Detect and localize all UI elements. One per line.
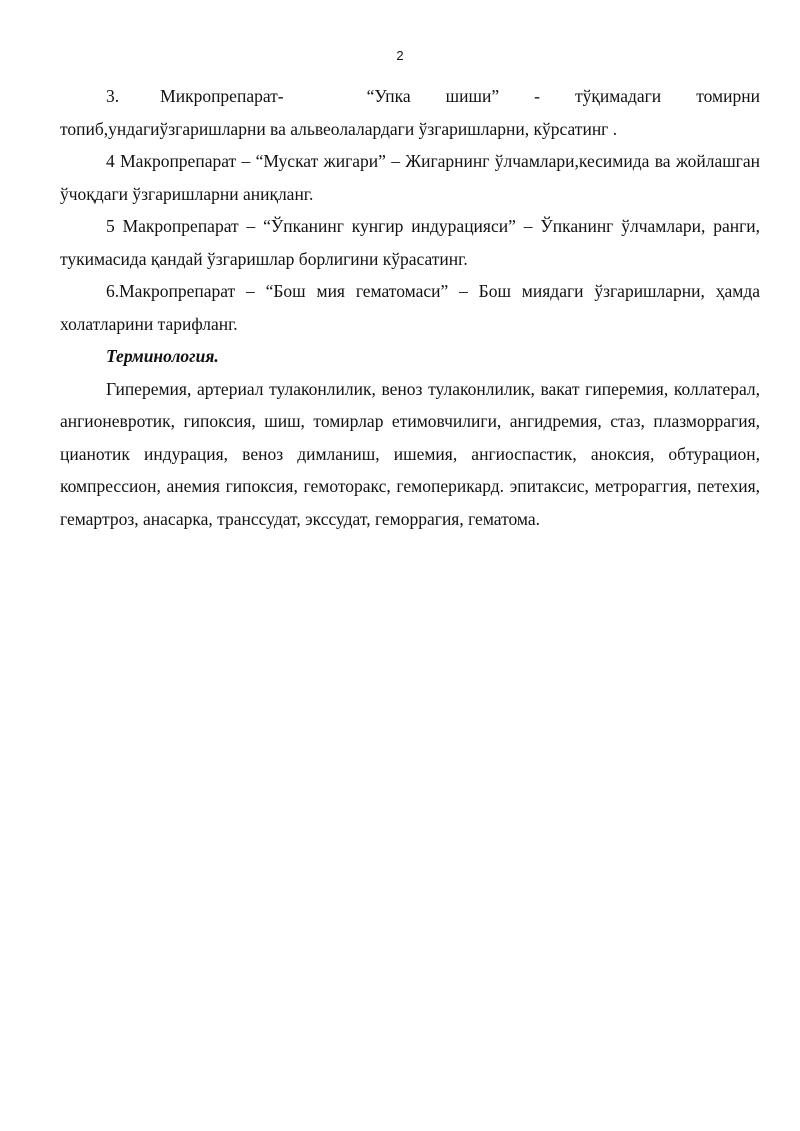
- item-3-paragraph: [60, 80, 760, 145]
- page-number: 2: [396, 48, 404, 63]
- terminology-text: Гиперемия, артериал тулаконлилик, веноз тулаконлилик, вакат гиперемия, коллатерал, ангионевротик, гипоксия, шиш, томирлар етимовчилиги, ангидремия, стаз, плазморрагия, цианотик индурация, веноз димланиш, ишемия, ангиоспастик, аноксия, обтурацион, компрессион, анемия гипоксия, гемоторакс, гемоперикард. эпитаксис, метрораггия, петехия, гемартроз, анасарка, транссудат, экссудат, геморрагия, гематома.: [60, 378, 760, 529]
- item-3-word: -: [534, 86, 540, 106]
- item-3-word: тўқимадаги: [574, 86, 662, 106]
- document-body: [60, 80, 760, 535]
- item-3-word: “Упка: [366, 86, 411, 106]
- item-3-word: Микропрепарат-: [160, 86, 284, 106]
- terminology-heading: Терминология.: [106, 346, 219, 366]
- item-4-paragraph: 4 Макропрепарат – “Мускат жигари” – Жигарнинг ўлчамлари,кесимида ва жойлашган ўчоқдаги ўзгаришларни аниқланг.: [60, 151, 760, 204]
- item-6-paragraph: 6.Макропрепарат – “Бош мия гематомаси” – Бош миядаги ўзгаришларни, ҳамда холатларини тарифланг.: [60, 281, 760, 334]
- item-3-word: шиши”: [445, 86, 500, 106]
- item-3-word: 3.: [106, 86, 120, 106]
- item-5-paragraph: 5 Макропрепарат – “Ўпканинг кунгир индурацияси” – Ўпканинг ўлчамлари, ранги, тукимасида қандай ўзгаришлар борлигини кўрасатинг.: [60, 216, 760, 269]
- item-3-line-1: [60, 80, 760, 113]
- item-3-line-2: топиб,ундагиўзгаришларни ва альвеолалардаги ўзгаришларни, кўрсатинг .: [60, 118, 618, 139]
- item-3-word: томирни: [696, 86, 760, 106]
